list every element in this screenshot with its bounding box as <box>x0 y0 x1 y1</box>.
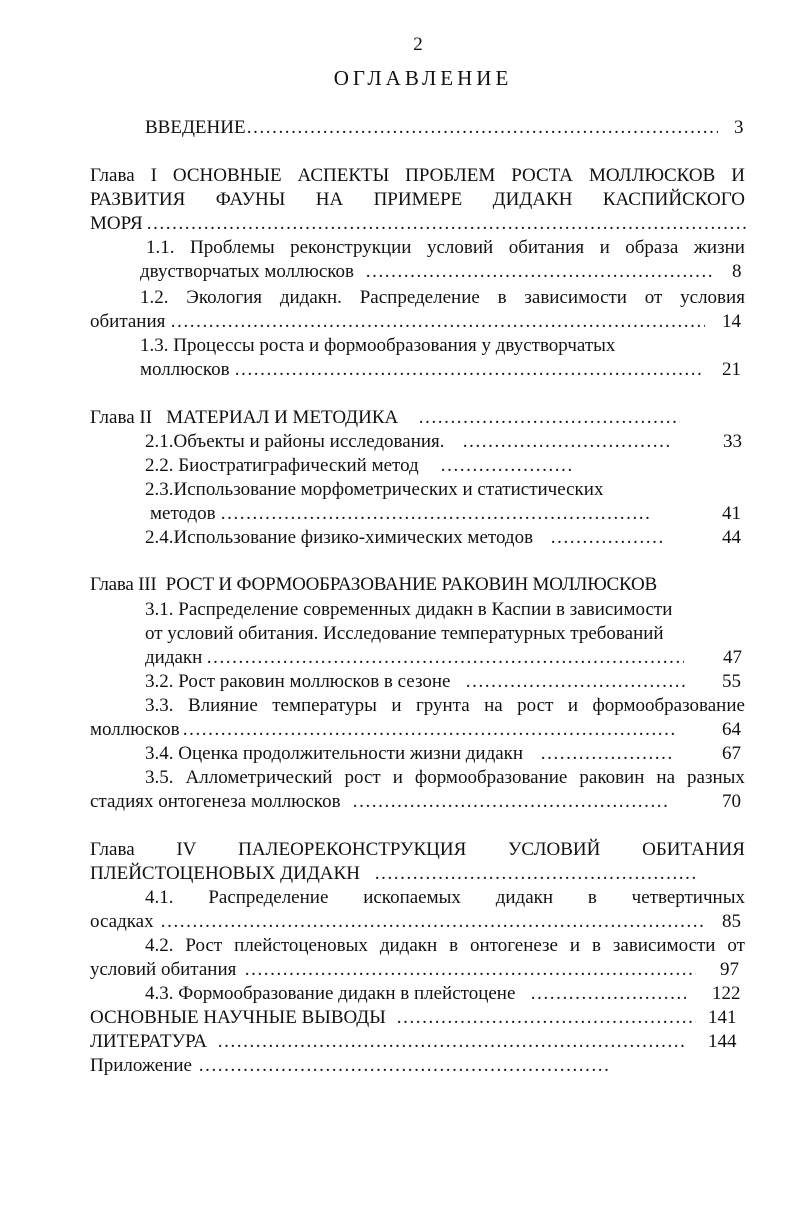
section-line: 1.1. Проблемы реконструкции условий обитания и образа жизни <box>146 237 745 258</box>
toc-leader <box>146 212 746 235</box>
section-line: 4.2. Рост плейстоценовых дидакн в онтогенезе и в зависимости от <box>145 935 745 956</box>
chapter-heading-line: РАЗВИТИЯ ФАУНЫ НА ПРИМЕРЕ ДИДАКН КАСПИЙСКОГО <box>90 189 745 210</box>
section-line: двустворчатых моллюсков <box>140 261 355 282</box>
chapter-heading-line: Глава II МАТЕРИАЛ И МЕТОДИКА <box>90 407 399 428</box>
chapter-heading-line: Глава I ОСНОВНЫЕ АСПЕКТЫ ПРОБЛЕМ РОСТА МОЛЛЮСКОВ И <box>90 165 745 186</box>
toc-page: 33 <box>723 431 742 452</box>
section-line: 2.3.Использование морфометрических и статистических <box>145 479 604 500</box>
section-line: от условий обитания. Исследование температурных требований <box>145 623 664 644</box>
toc-label: ЛИТЕРАТУРА <box>90 1031 207 1052</box>
toc-leader <box>217 1030 687 1053</box>
toc-leader <box>234 358 704 381</box>
section-line: 3.1. Распределение современных дидакн в Каспии в зависимости <box>145 599 673 620</box>
section-line: 3.3. Влияние температуры и грунта на рост и формообразование <box>145 695 745 716</box>
toc-page: 122 <box>712 983 741 1004</box>
toc-leader <box>396 1006 696 1029</box>
section-line: 3.2. Рост раковин моллюсков в сезоне <box>145 671 451 692</box>
section-line: 3.5. Аллометрический рост и формообразование раковин на разных <box>145 767 745 788</box>
toc-label: ОСНОВНЫЕ НАУЧНЫЕ ВЫВОДЫ <box>90 1007 386 1028</box>
toc-label: ВВЕДЕНИЕ <box>145 117 246 138</box>
chapter-heading-line: Глава III РОСТ И ФОРМООБРАЗОВАНИЕ РАКОВИН МОЛЛЮСКОВ <box>90 574 657 595</box>
section-line: 2.1.Объекты и районы исследования. <box>145 431 445 452</box>
section-line: условий обитания <box>90 959 237 980</box>
toc-page: 144 <box>708 1031 737 1052</box>
toc-page: 70 <box>722 791 741 812</box>
section-line: 2.4.Использование физико-химических методов <box>145 527 534 548</box>
toc-leader <box>418 406 680 429</box>
toc-page: 141 <box>708 1007 737 1028</box>
toc-page: 3 <box>734 117 744 138</box>
toc-leader <box>440 454 572 477</box>
toc-leader <box>220 502 652 525</box>
section-line: методов <box>150 503 216 524</box>
toc-page: 21 <box>722 359 741 380</box>
toc-leader <box>206 646 684 669</box>
toc-label: Приложение <box>90 1055 192 1076</box>
toc-page: 47 <box>723 647 742 668</box>
chapter-heading-line: МОРЯ <box>90 213 143 234</box>
toc-leader <box>244 958 696 981</box>
toc-leader <box>182 718 674 741</box>
toc-leader <box>246 116 718 139</box>
toc-page: 64 <box>722 719 741 740</box>
section-line: 1.3. Процессы роста и формообразования у двустворчатых <box>140 335 616 356</box>
toc-leader <box>170 310 705 333</box>
toc-page: 97 <box>720 959 739 980</box>
chapter-heading-line: ПЛЕЙСТОЦЕНОВЫХ ДИДАКН <box>90 863 360 884</box>
toc-leader <box>352 790 670 813</box>
toc-leader <box>465 670 685 693</box>
toc-page: 55 <box>722 671 741 692</box>
section-line: осадках <box>90 911 154 932</box>
toc-leader <box>462 430 672 453</box>
toc-leader <box>198 1054 608 1077</box>
section-line: обитания <box>90 311 166 332</box>
toc-leader <box>530 982 686 1005</box>
toc-page: 44 <box>722 527 741 548</box>
toc-leader <box>374 862 696 885</box>
section-line: стадиях онтогенеза моллюсков <box>90 791 341 812</box>
toc-leader <box>160 910 705 933</box>
section-line: 4.3. Формообразование дидакн в плейстоцене <box>145 983 516 1004</box>
section-line: моллюсков <box>140 359 230 380</box>
section-line: дидакн <box>145 647 203 668</box>
section-line: 2.2. Биостратиграфический метод <box>145 455 419 476</box>
page-number: 2 <box>413 34 423 55</box>
page-title: ОГЛАВЛЕНИЕ <box>333 66 513 90</box>
toc-leader <box>365 260 715 283</box>
toc-leader <box>550 526 662 549</box>
toc-page: 14 <box>722 311 741 332</box>
toc-page: 85 <box>722 911 741 932</box>
section-line: 1.2. Экология дидакн. Распределение в зависимости от условия <box>140 287 745 308</box>
toc-page: 8 <box>732 261 742 282</box>
chapter-heading-line: Глава IV ПАЛЕОРЕКОНСТРУКЦИЯ УСЛОВИЙ ОБИТАНИЯ <box>90 839 745 860</box>
toc-page: 67 <box>722 743 741 764</box>
section-line: 4.1. Распределение ископаемых дидакн в четвертичных <box>145 887 745 908</box>
toc-page: 41 <box>722 503 741 524</box>
section-line: 3.4. Оценка продолжительности жизни дидакн <box>145 743 524 764</box>
toc-leader <box>540 742 672 765</box>
section-line: моллюсков <box>90 719 180 740</box>
